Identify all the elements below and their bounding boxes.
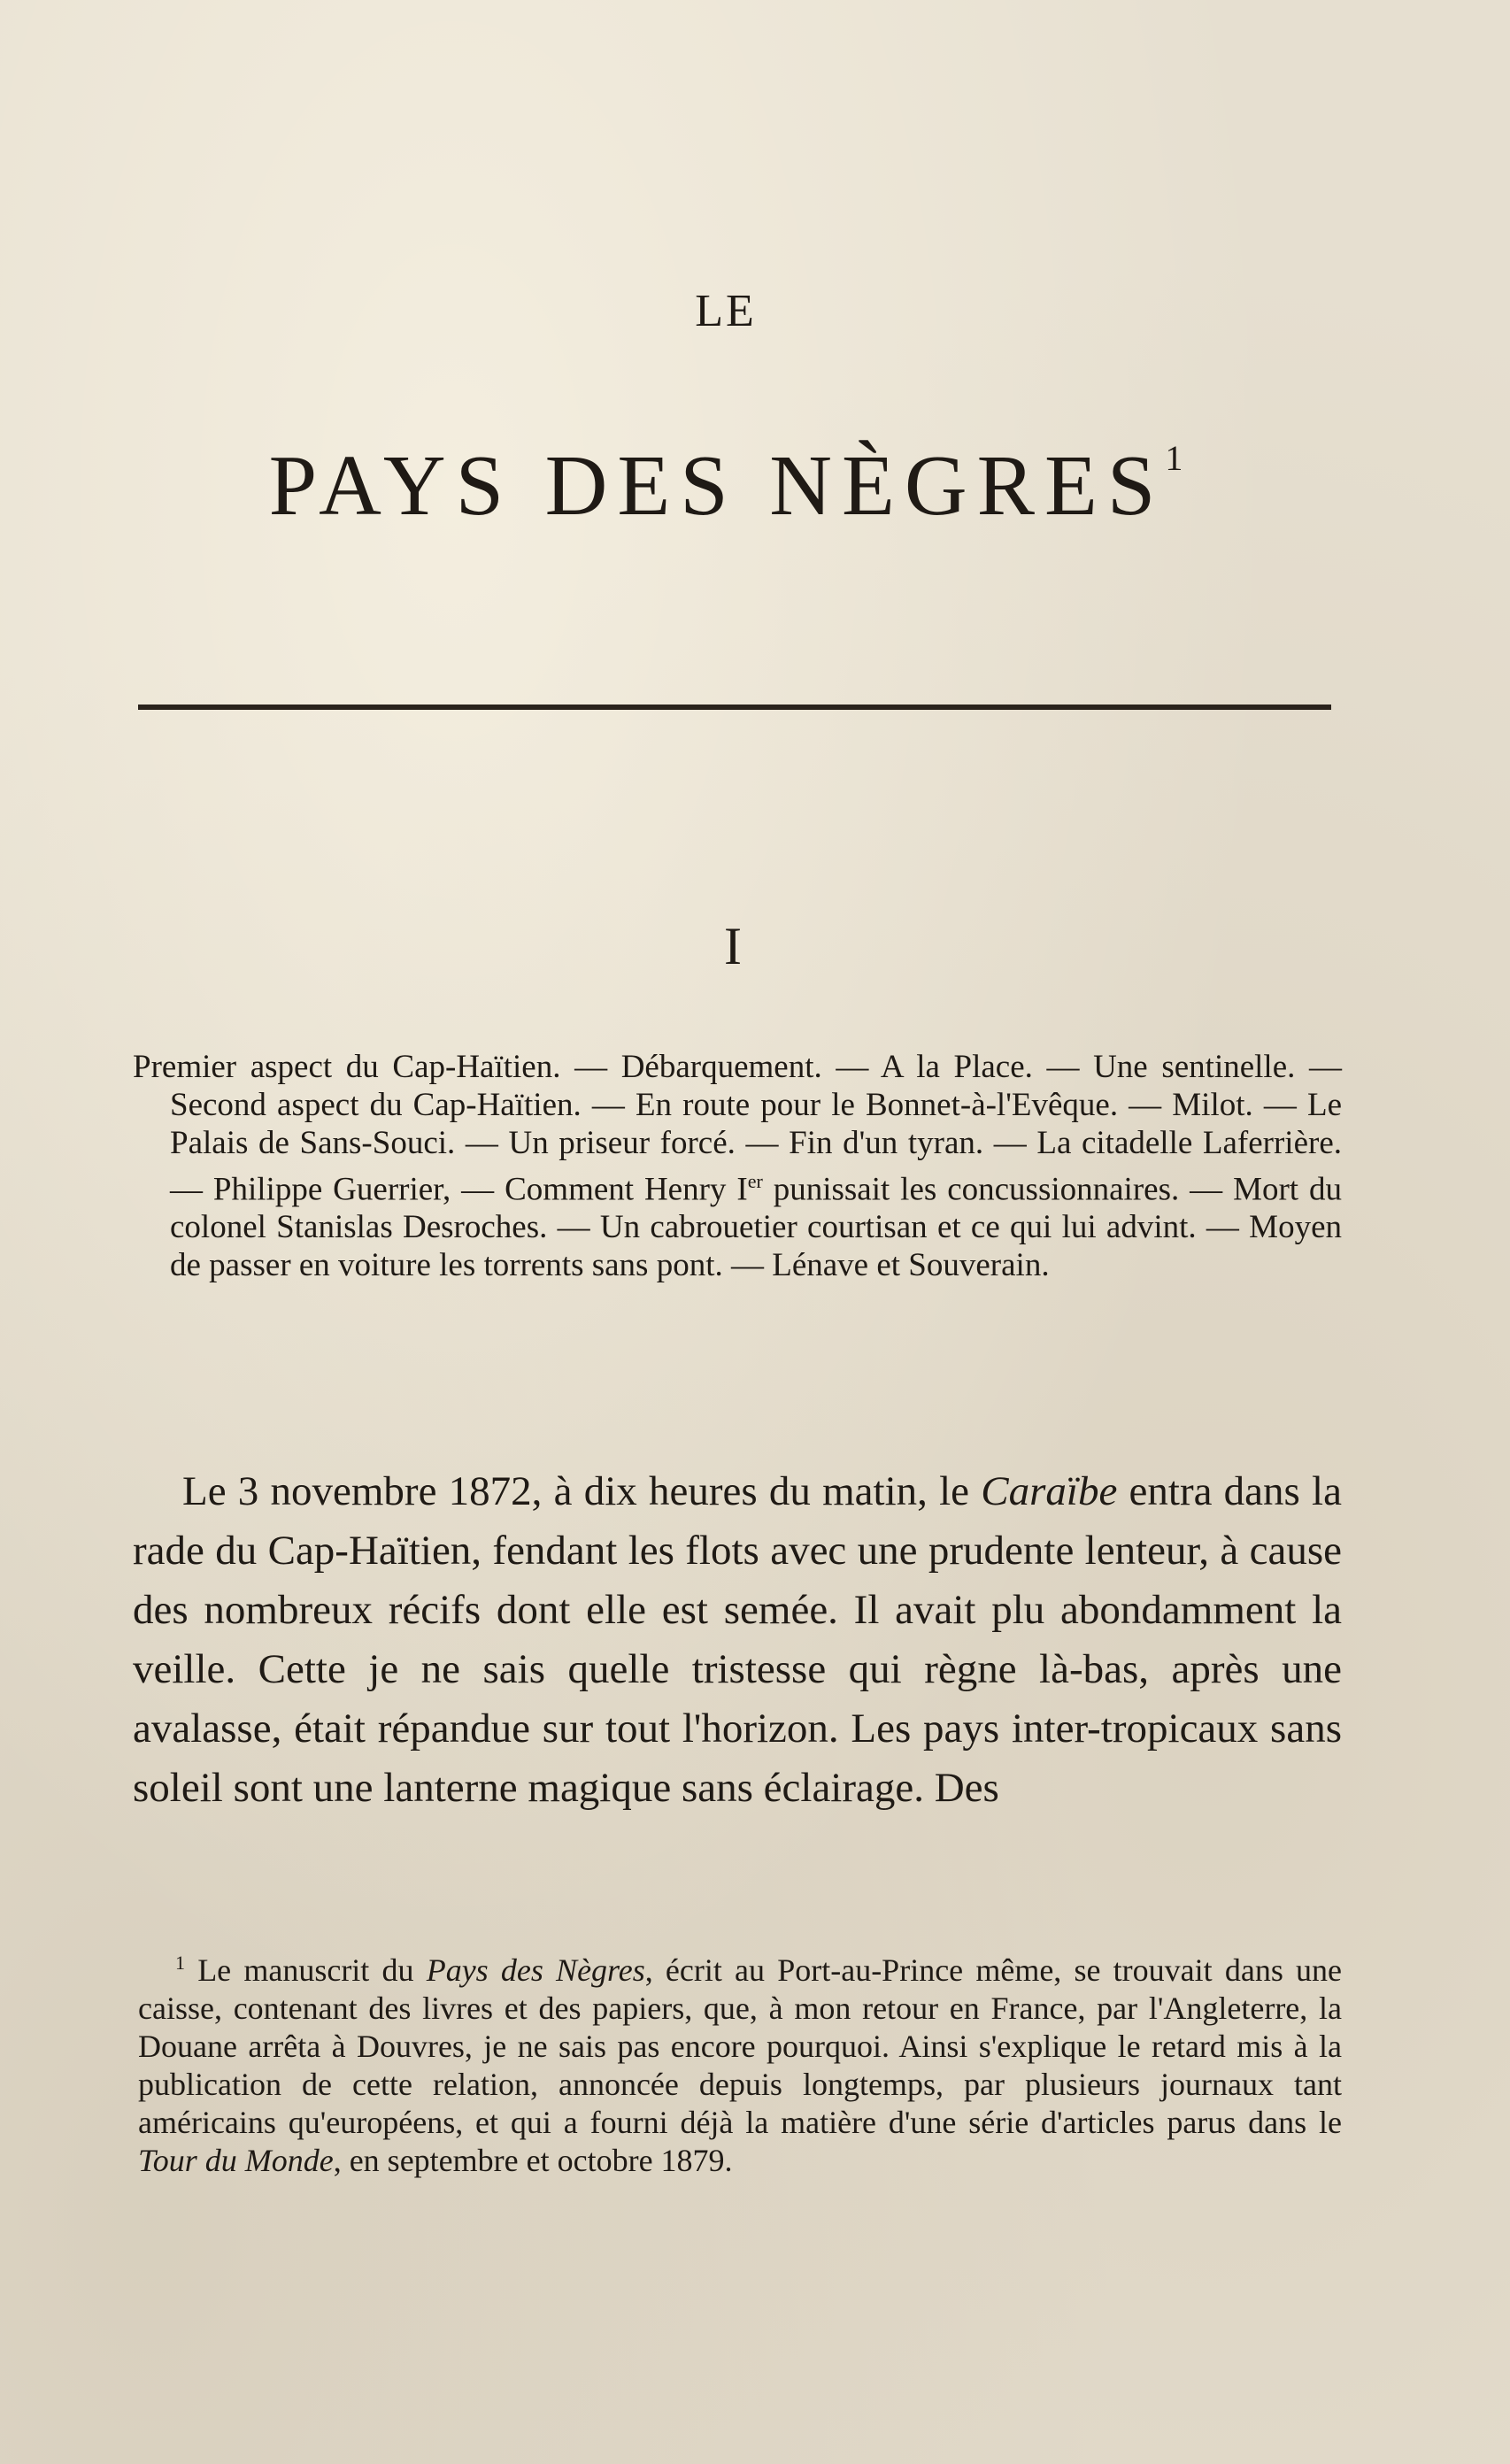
summary-ordinal: er (747, 1170, 763, 1192)
footnote-journal: Tour du Monde (138, 2143, 334, 2178)
title-text: PAYS DES NÈGRES (268, 438, 1166, 534)
ship-name: Caraïbe (981, 1468, 1118, 1514)
footnote-text-1: Le manuscrit du (185, 1952, 427, 1988)
body-paragraph (133, 1462, 1342, 1818)
summary-text-2: punissait les concussionnaires. — Mort du colonel Stanislas Desroches. — Un cabrouetier courtisan et ce qui lui advint. — Moyen de passer en voiture les torrents sans pont. — Lénave et Souverain. (170, 1171, 1342, 1284)
footnote-text-2: , écrit au Port-au-Prince même, se trouvait dans une caisse, contenant des livres et des papiers, que, à mon retour en France, par l'Angleterre, la Douane arrêta à Douvres, je ne sais pas encore pourquoi. Ainsi s'explique le retard mis à la publication de cette relation, annoncée depuis longtemps, par plusieurs journaux tant américains qu'européens, et qui a fourni déjà la matière d'une série d'articles parus dans le (138, 1952, 1342, 2140)
summary-text-1: Premier aspect du Cap-Haïtien. — Débarquement. — A la Place. — Une sentinelle. — Second aspect du Cap-Haïtien. — En route pour le Bonnet-à-l'Evêque. — Milot. — Le Palais de Sans-Souci. — Un priseur forcé. — Fin d'un tyran. — La citadelle Laferrière. — Philippe Guerrier, — Comment Henry I (133, 1049, 1342, 1208)
footnote-text-3: , en septembre et octobre 1879. (333, 2143, 733, 2178)
footnote-work-title: Pays des Nègres (426, 1952, 645, 1988)
title-rule (138, 705, 1331, 710)
body-lead: Le 3 novembre 1872, à dix heures du matin, le (182, 1468, 982, 1514)
chapter-number: I (724, 917, 742, 975)
chapter-summary (133, 1048, 1342, 1284)
title-article: LE (695, 286, 757, 336)
footnote-mark: 1 (175, 1952, 185, 1974)
title-footnote-mark: 1 (1165, 438, 1183, 478)
footnote (138, 1944, 1342, 2180)
page-title (0, 438, 1452, 534)
body-rest: entra dans la rade du Cap-Haïtien, fendant les flots avec une prudente lenteur, à cause des nombreux récifs dont elle est semée. Il avait plu abondamment la veille. Cette je ne sais quelle tristesse qui règne là-bas, après une avalasse, était répandue sur tout l'horizon. Les pays inter-tropicaux sans soleil sont une lanterne magique sans éclairage. Des (133, 1468, 1342, 1811)
